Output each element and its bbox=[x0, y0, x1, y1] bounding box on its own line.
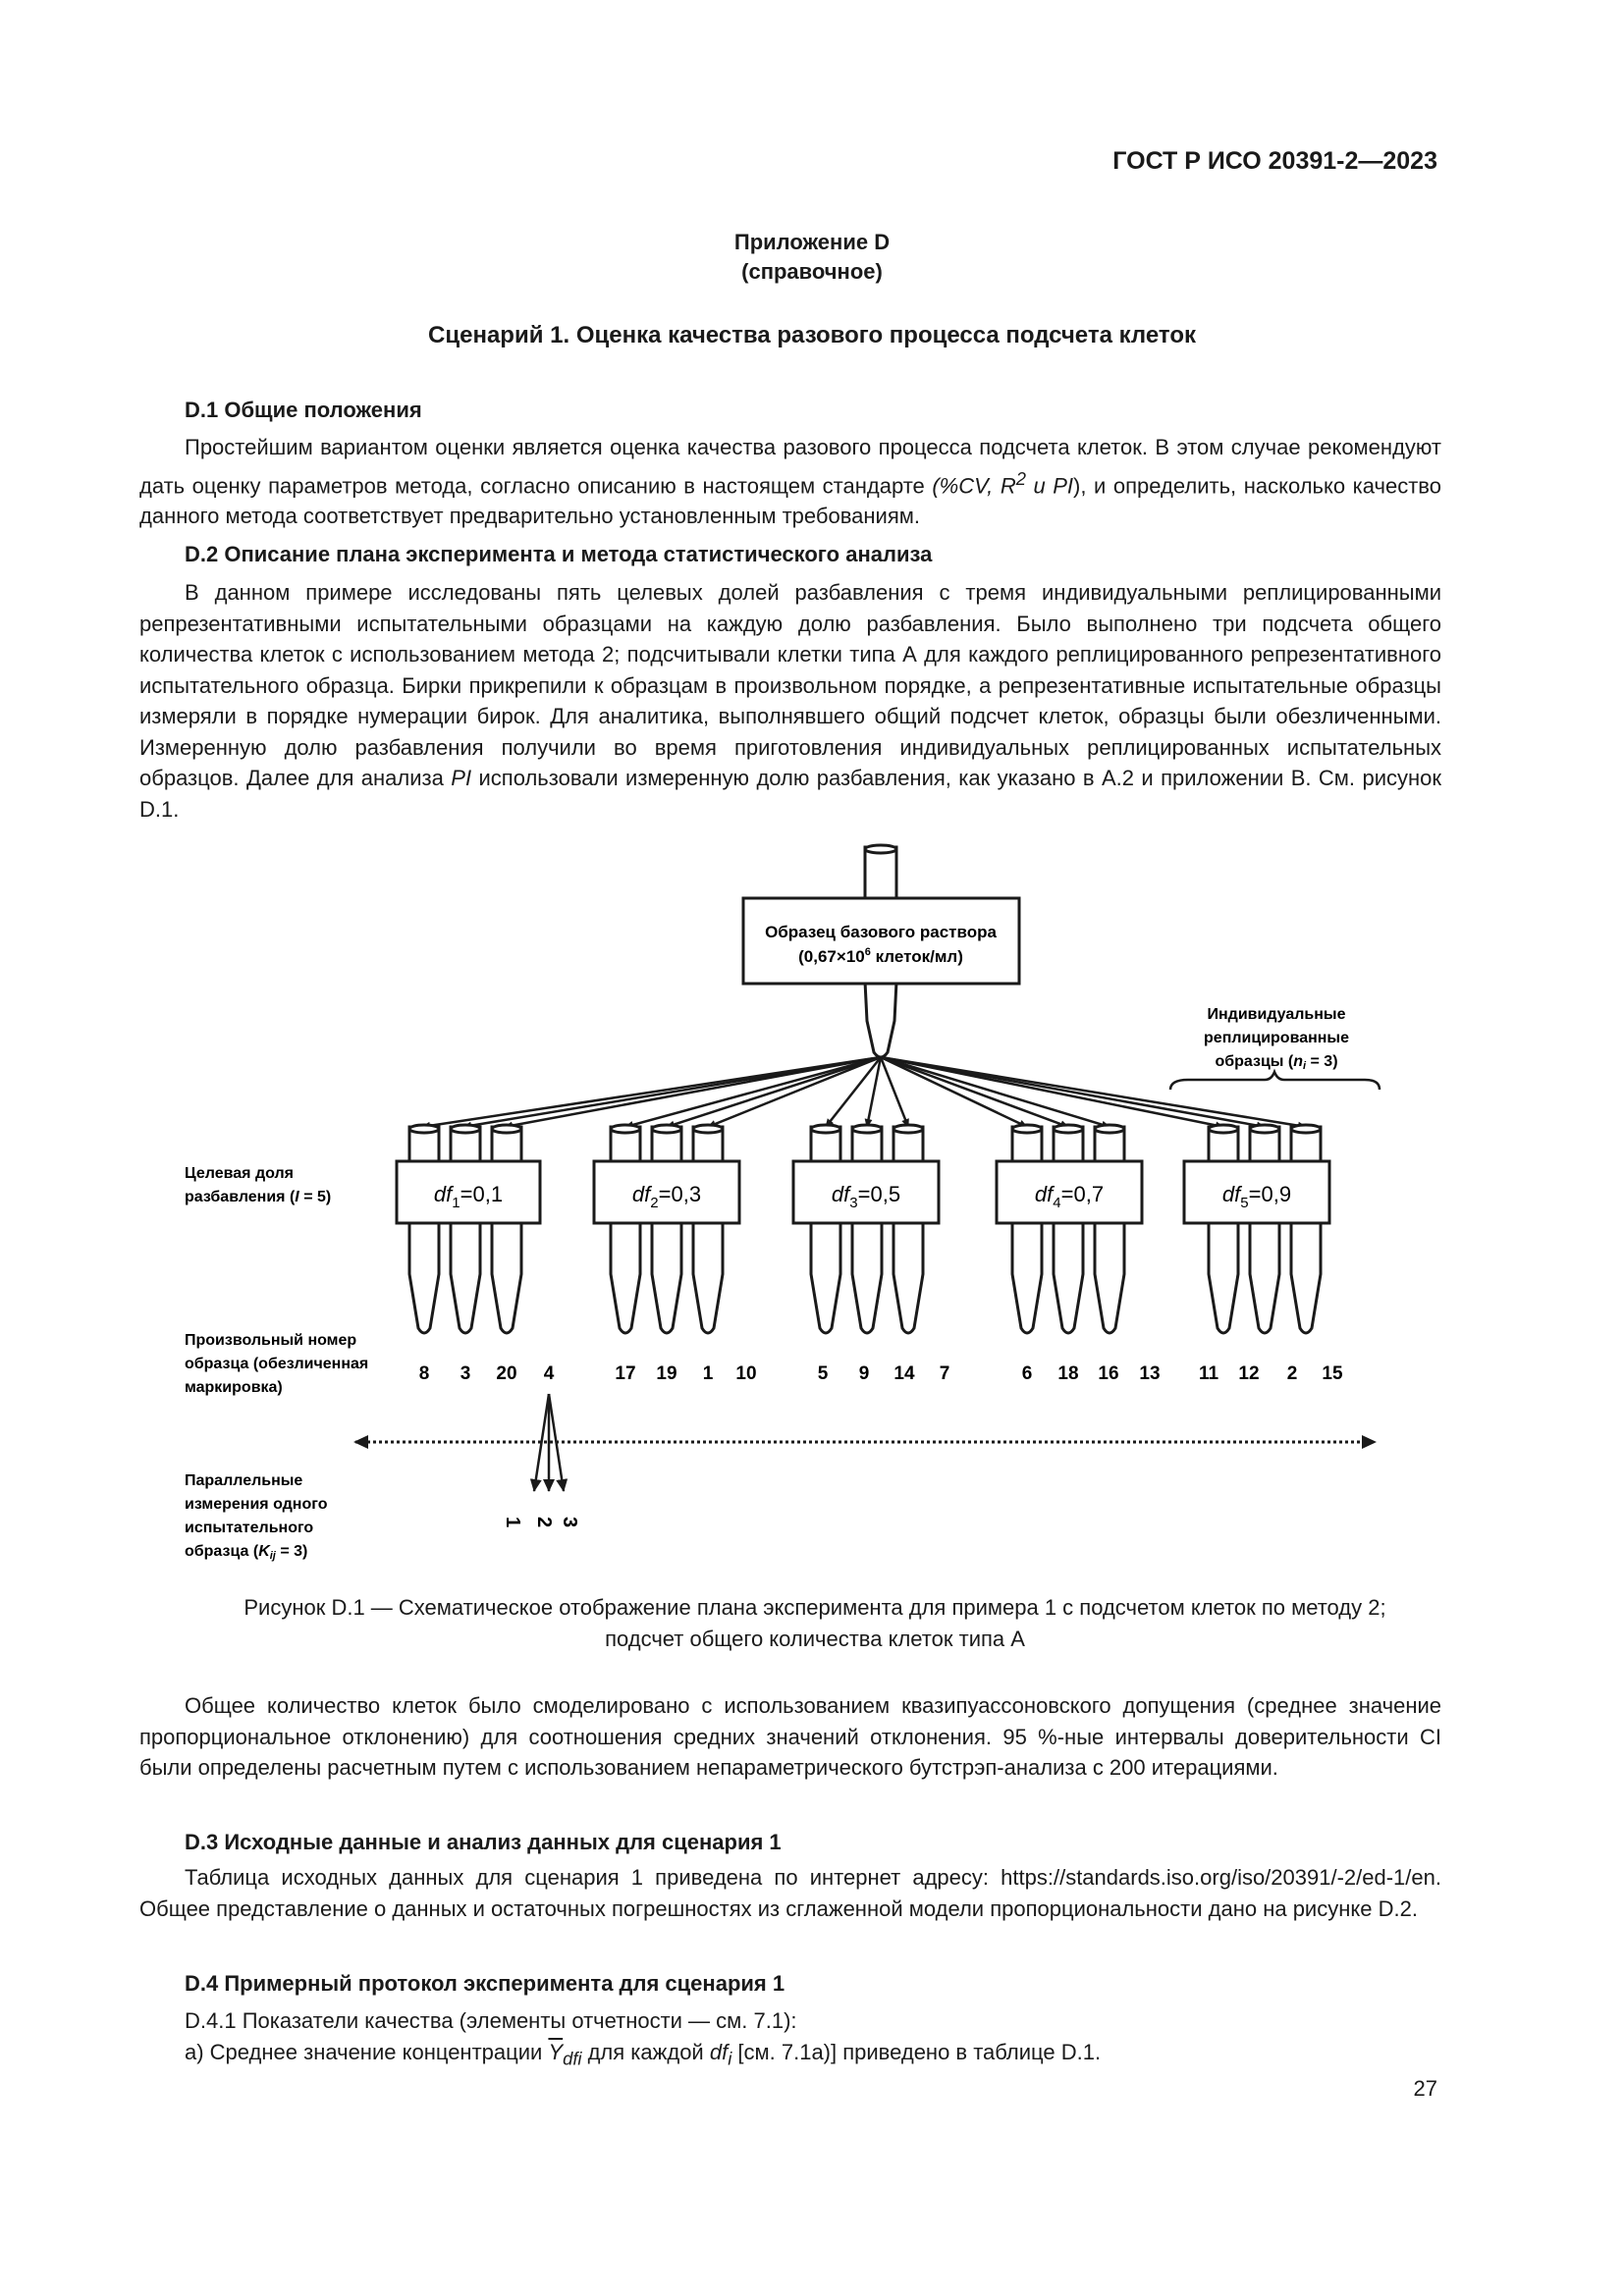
svg-text:16: 16 bbox=[1098, 1363, 1119, 1384]
tube-icon bbox=[1095, 1125, 1124, 1333]
sample-number-label bbox=[185, 1332, 368, 1396]
svg-text:3: 3 bbox=[559, 1517, 580, 1528]
stock-label: Образец базового раствора bbox=[765, 923, 997, 941]
section-d4-heading: D.4 Примерный протокол эксперимента для сценария 1 bbox=[185, 1971, 785, 1996]
section-d1-paragraph: Простейшим вариантом оценки является оценка качества разового процесса подсчета клеток. В этом случае рекомендуют дать оценку параметров метода, согласно описанию в настоящем стандарте (%CV, $R^2$ и PI), и определить, насколько качество данного метода соответствует предварительно установленным требованиям. bbox=[139, 435, 1441, 529]
dilution-group-5 bbox=[1184, 1125, 1329, 1333]
svg-text:4: 4 bbox=[543, 1363, 555, 1384]
svg-text:19: 19 bbox=[656, 1363, 677, 1384]
parallel-measurement-marks bbox=[502, 1517, 580, 1527]
svg-text:образцы (ni = 3): образцы (ni = 3) bbox=[1215, 1053, 1338, 1072]
tube-icon bbox=[852, 1125, 882, 1333]
svg-text:df3=0,5: $df_3=0,5$ bbox=[831, 1182, 901, 1211]
dilution-group-1 bbox=[397, 1125, 540, 1333]
svg-text:Целевая доля: Целевая доля bbox=[185, 1165, 294, 1182]
tube-icon bbox=[1054, 1125, 1083, 1333]
scenario-title: Сценарий 1. Оценка качества разового процесса подсчета клеток bbox=[428, 322, 1196, 348]
svg-text:измерения одного: измерения одного bbox=[185, 1496, 328, 1513]
tube-icon bbox=[652, 1125, 681, 1333]
annex-heading bbox=[0, 228, 1624, 287]
replicates-label bbox=[1204, 1006, 1349, 1072]
section-d3-paragraph: Таблица исходных данных для сценария 1 приведена по интернет адресу: https://standards.iso.org/iso/20391/-2/ed-1/en. Общее представление о данных и остаточных погрешностях из сглаженной модели пропорциональности дано на рисунке D.2. bbox=[139, 1865, 1441, 1921]
experiment-design-diagram bbox=[0, 839, 1624, 1585]
tube-icon bbox=[611, 1125, 640, 1333]
tube-icon bbox=[492, 1125, 521, 1333]
tube-icon bbox=[1012, 1125, 1042, 1333]
section-d4-item-a: а) Среднее значение концентрации $\overline{Y}_{dfi}$ для каждой $df_i$ [см. 7.1а)] приведено в таблице D.1. bbox=[185, 2040, 1102, 2069]
svg-text:8: 8 bbox=[418, 1363, 430, 1384]
svg-text:6: 6 bbox=[1021, 1363, 1033, 1384]
section-d2-paragraph: В данном примере исследованы пять целевых долей разбавления с тремя индивидуальными реплицированными репрезентативными испытательными образцами на каждую долю разбавления. Было выполнено три подсчета общего количества клеток с использованием метода 2; подсчитывали клетки типа А для каждого реплицированного репрезентативного испытательного образца. Бирки прикрепили к образцам в произвольном порядке, а репрезентативные испытательные образцы измеряли в порядке нумерации бирок. Для аналитика, выполнявшего общий подсчет клеток, образцы были обезличенными. Измеренную долю разбавления получили во время приготовления индивидуальных реплицированных испытательных образцов. Далее для анализа PI использовали измеренную долю разбавления, как указано в А.2 и приложении В. См. рисунок D.1. bbox=[139, 580, 1441, 822]
dilution-group-4 bbox=[997, 1125, 1142, 1333]
document-id: ГОСТ Р ИСО 20391-2—2023 bbox=[1112, 147, 1437, 175]
svg-text:1: 1 bbox=[702, 1363, 714, 1384]
svg-text:13: 13 bbox=[1139, 1363, 1161, 1384]
svg-text:Произвольный номер: Произвольный номер bbox=[185, 1332, 357, 1349]
svg-text:2: 2 bbox=[1286, 1363, 1298, 1384]
svg-text:df5=0,9: $df_5=0,9$ bbox=[1221, 1182, 1292, 1211]
page-number: 27 bbox=[1413, 2076, 1437, 2101]
svg-text:1: 1 bbox=[502, 1517, 523, 1528]
section-d3-heading: D.3 Исходные данные и анализ данных для сценария 1 bbox=[185, 1830, 782, 1854]
tube-icon bbox=[409, 1125, 439, 1333]
svg-text:7: 7 bbox=[939, 1363, 950, 1384]
dilution-group-3 bbox=[793, 1125, 939, 1333]
svg-text:образца (Kij = 3): образца (Kij = 3) bbox=[185, 1543, 308, 1562]
svg-text:df1=0,1: $df_1=0,1$ bbox=[433, 1182, 504, 1211]
figure-caption: Рисунок D.1 — Схематическое отображение плана эксперимента для примера 1 с подсчетом клеток по методу 2; подсчет общего количества клеток типа А bbox=[244, 1595, 1386, 1651]
svg-text:12: 12 bbox=[1238, 1363, 1260, 1384]
svg-text:15: 15 bbox=[1322, 1363, 1343, 1384]
svg-text:разбавления (I = 5): разбавления (I = 5) bbox=[185, 1189, 332, 1205]
annex-title: Приложение D bbox=[733, 230, 891, 254]
dilution-group-2 bbox=[594, 1125, 739, 1333]
svg-text:18: 18 bbox=[1057, 1363, 1079, 1384]
svg-text:9: 9 bbox=[858, 1363, 870, 1384]
arrow-right-icon bbox=[1362, 1435, 1377, 1449]
tube-icon bbox=[451, 1125, 480, 1333]
tube-icon bbox=[1291, 1125, 1321, 1333]
svg-text:df4=0,7: $df_4=0,7$ bbox=[1034, 1182, 1105, 1211]
svg-text:20: 20 bbox=[496, 1363, 517, 1384]
svg-text:17: 17 bbox=[615, 1363, 636, 1384]
brace-icon bbox=[1170, 1072, 1380, 1090]
svg-text:3: 3 bbox=[460, 1363, 471, 1384]
section-d1-heading: D.1 Общие положения bbox=[185, 398, 422, 422]
sample-numbers bbox=[419, 1363, 1343, 1384]
tube-icon bbox=[1209, 1125, 1238, 1333]
svg-text:реплицированные: реплицированные bbox=[1204, 1030, 1349, 1046]
svg-text:10: 10 bbox=[735, 1363, 757, 1384]
after-figure-paragraph: Общее количество клеток было смоделировано с использованием квазипуассоновского допущения (среднее значение пропорциональное отклонению) для соотношения средних значений отклонения. 95 %-ные интервалы доверительности CI были определены расчетным путем с использованием непараметрического бутстрэп-анализа с 200 итерациями. bbox=[139, 1693, 1441, 1780]
tube-icon bbox=[893, 1125, 923, 1333]
svg-text:Параллельные: Параллельные bbox=[185, 1472, 303, 1489]
svg-text:Индивидуальные: Индивидуальные bbox=[1207, 1006, 1346, 1023]
tube-icon bbox=[811, 1125, 840, 1333]
section-d4-item-1: D.4.1 Показатели качества (элементы отчетности — см. 7.1): bbox=[185, 2008, 797, 2033]
distribution-arrows bbox=[422, 1057, 1306, 1127]
target-dilution-label bbox=[185, 1165, 331, 1205]
tube-icon bbox=[1250, 1125, 1279, 1333]
annex-type: (справочное) bbox=[741, 259, 883, 284]
svg-text:14: 14 bbox=[893, 1363, 915, 1384]
svg-text:маркировка): маркировка) bbox=[185, 1379, 283, 1396]
svg-text:5: 5 bbox=[817, 1363, 829, 1384]
svg-text:испытательного: испытательного bbox=[185, 1520, 314, 1536]
svg-text:2: 2 bbox=[533, 1517, 555, 1528]
svg-text:образца (обезличенная: образца (обезличенная bbox=[185, 1356, 369, 1372]
tube-icon bbox=[693, 1125, 723, 1333]
stock-concentration: ($0,67\times 10^6$ клеток/мл) bbox=[798, 946, 963, 966]
svg-text:11: 11 bbox=[1198, 1363, 1219, 1384]
svg-text:df2=0,3: $df_2=0,3$ bbox=[631, 1182, 702, 1211]
arrow-left-icon bbox=[353, 1435, 368, 1449]
parallel-measurements-label bbox=[185, 1472, 328, 1562]
section-d2-heading: D.2 Описание плана эксперимента и метода статистического анализа bbox=[185, 542, 933, 566]
